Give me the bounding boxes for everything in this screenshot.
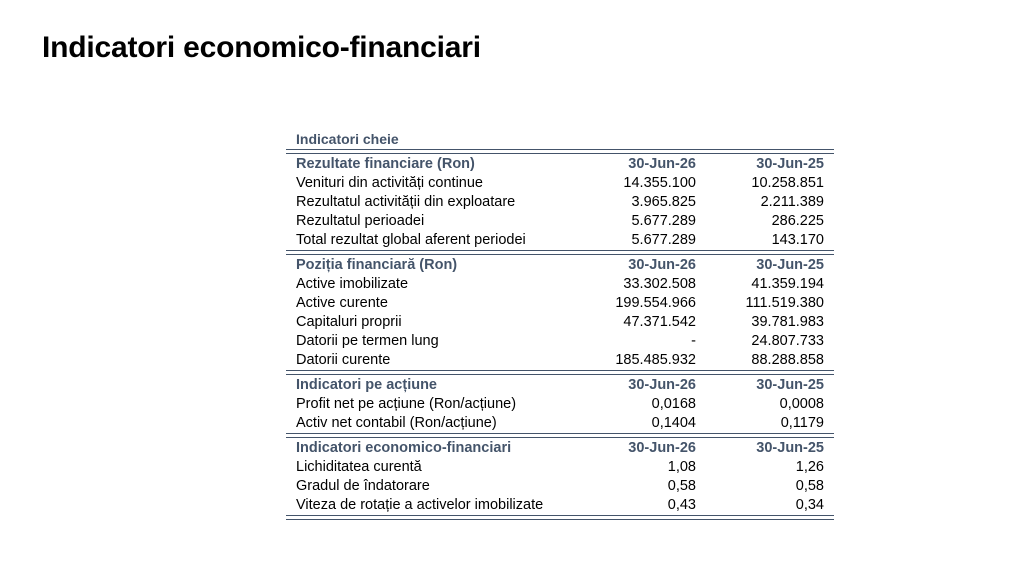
row-label: Profit net pe acțiune (Ron/acțiune) [296, 396, 517, 412]
row-value-current: 0,0168 [651, 396, 696, 412]
row-value-previous: 0,58 [795, 478, 824, 494]
row-label: Total rezultat global aferent periodei [296, 232, 526, 248]
row-value-previous: 1,26 [795, 459, 824, 475]
section-heading: Poziția financiară (Ron) [296, 257, 458, 273]
row-value-previous: 24.807.733 [751, 333, 824, 349]
row-value-current: 33.302.508 [623, 276, 696, 292]
row-value-previous: 88.288.858 [751, 352, 824, 368]
row-value-previous: 10.258.851 [751, 175, 824, 191]
row-value-current: 5.677.289 [631, 232, 696, 248]
row-label: Gradul de îndatorare [296, 478, 430, 494]
row-label: Lichiditatea curentă [296, 459, 422, 475]
row-value-previous: 286.225 [771, 213, 824, 229]
page-title: Indicatori economico-financiari [42, 31, 481, 64]
row-value-current: 0,58 [667, 478, 696, 494]
row-label: Active imobilizate [296, 276, 409, 292]
row-value-current: 199.554.966 [615, 295, 696, 311]
row-value-current: - [691, 333, 696, 349]
section-financial-results [286, 154, 834, 250]
row-value-previous: 0,0008 [779, 396, 824, 412]
row-label: Activ net contabil (Ron/acțiune) [296, 415, 497, 431]
column-header-previous: 30-Jun-25 [756, 377, 824, 393]
row-value-current: 0,1404 [651, 415, 696, 431]
table-row [286, 496, 834, 515]
table-row [286, 458, 834, 477]
section-financial-position [286, 255, 834, 370]
row-value-previous: 39.781.983 [751, 314, 824, 330]
row-value-current: 3.965.825 [631, 194, 696, 210]
row-label: Active curente [296, 295, 388, 311]
table-row [286, 395, 834, 414]
column-header-current: 30-Jun-26 [628, 156, 696, 172]
row-value-previous: 0,34 [795, 497, 824, 513]
table-row [286, 294, 834, 313]
table-caption: Indicatori cheie [296, 131, 399, 147]
section-heading: Rezultate financiare (Ron) [296, 156, 475, 172]
row-label: Venituri din activități continue [296, 175, 483, 191]
table-row [286, 351, 834, 370]
table-row [286, 313, 834, 332]
column-header-current: 30-Jun-26 [628, 440, 696, 456]
double-rule-divider [286, 515, 834, 520]
row-label: Viteza de rotație a activelor imobilizate [296, 497, 544, 513]
column-header-current: 30-Jun-26 [628, 377, 696, 393]
key-indicators-table [286, 129, 834, 520]
section-header-row [286, 438, 834, 458]
table-row [286, 477, 834, 496]
row-label: Datorii curente [296, 352, 391, 368]
row-label: Datorii pe termen lung [296, 333, 439, 349]
row-value-current: 5.677.289 [631, 213, 696, 229]
section-economic-financial-indicators [286, 438, 834, 515]
row-value-previous: 0,1179 [780, 415, 824, 431]
row-value-previous: 143.170 [771, 232, 824, 248]
column-header-previous: 30-Jun-25 [756, 257, 824, 273]
section-header-row [286, 154, 834, 174]
row-value-current: 0,43 [667, 497, 696, 513]
table-row [286, 275, 834, 294]
table-row [286, 212, 834, 231]
section-per-share-indicators [286, 375, 834, 433]
row-value-current: 1,08 [667, 459, 696, 475]
row-value-current: 14.355.100 [623, 175, 696, 191]
row-label: Rezultatul activității din exploatare [296, 194, 516, 210]
table-row [286, 193, 834, 212]
column-header-previous: 30-Jun-25 [756, 156, 824, 172]
table-row [286, 414, 834, 433]
section-heading: Indicatori economico-financiari [296, 440, 512, 456]
row-value-current: 47.371.542 [623, 314, 696, 330]
section-heading: Indicatori pe acțiune [296, 377, 437, 393]
table-row [286, 332, 834, 351]
row-value-previous: 2.211.389 [760, 194, 824, 210]
row-value-current: 185.485.932 [615, 352, 696, 368]
column-header-previous: 30-Jun-25 [756, 440, 824, 456]
row-label: Capitaluri proprii [296, 314, 402, 330]
row-value-previous: 41.359.194 [751, 276, 824, 292]
table-row [286, 174, 834, 193]
section-header-row [286, 255, 834, 275]
column-header-current: 30-Jun-26 [628, 257, 696, 273]
table-row [286, 231, 834, 250]
row-label: Rezultatul perioadei [296, 213, 425, 229]
section-header-row [286, 375, 834, 395]
row-value-previous: 111.519.380 [745, 295, 824, 311]
